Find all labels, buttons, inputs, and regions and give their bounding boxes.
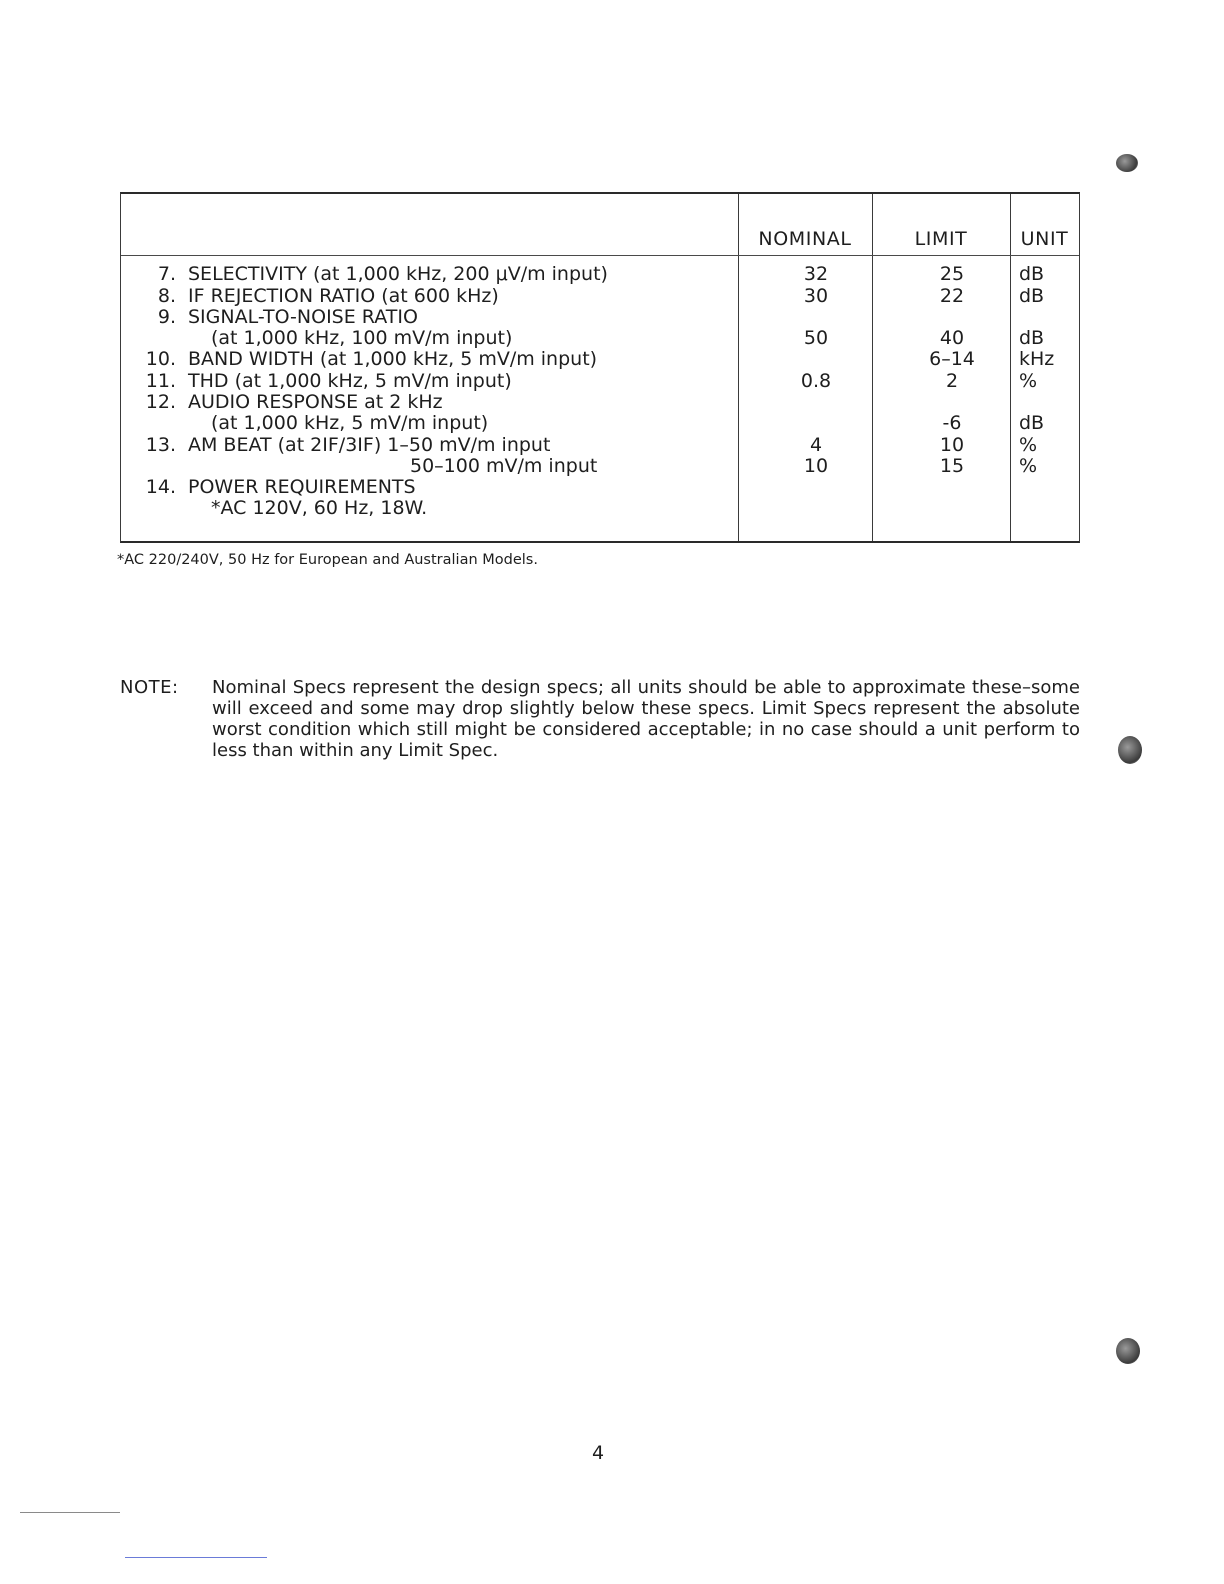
row-number: 7. [157, 263, 176, 285]
row-number: 12. [145, 391, 176, 413]
row-nominal: 0.8 [800, 370, 832, 392]
row-label: (at 1,000 kHz, 5 mV/m input) [211, 412, 489, 434]
note-text: Nominal Specs represent the design specs; all units should be able to approximate these–some will exceed and some may drop slightly below these specs. Limit Specs represent the absolute worst condition which still might be considered acceptable; in no case should a unit perform to less than within any Limit Spec. [212, 677, 1080, 761]
table-row [121, 413, 1079, 434]
row-label: 50–100 mV/m input [410, 455, 598, 477]
header-unit: UNIT [1020, 228, 1069, 250]
note-label: NOTE: [120, 677, 179, 698]
table-row [121, 286, 1079, 307]
table-row [121, 456, 1079, 477]
row-label: AUDIO RESPONSE at 2 kHz [188, 391, 443, 413]
row-unit: dB [1019, 263, 1045, 285]
footnote: *AC 220/240V, 50 Hz for European and Australian Models. [117, 552, 538, 568]
row-label: IF REJECTION RATIO (at 600 kHz) [188, 285, 499, 307]
table-row [121, 392, 1079, 413]
table-row [121, 477, 1079, 498]
scan-artifact-line [20, 1512, 120, 1513]
page-number: 4 [592, 1442, 605, 1464]
row-unit: kHz [1019, 348, 1055, 370]
row-limit: -6 [942, 412, 962, 434]
row-limit: 2 [945, 370, 959, 392]
row-label: *AC 120V, 60 Hz, 18W. [211, 497, 428, 519]
row-unit: % [1019, 434, 1038, 456]
row-label: (at 1,000 kHz, 100 mV/m input) [211, 327, 513, 349]
row-number: 14. [145, 476, 176, 498]
table-row [121, 307, 1079, 328]
header-divider [121, 255, 1079, 256]
spec-table [120, 192, 1080, 543]
table-row [121, 371, 1079, 392]
row-number: 11. [145, 370, 176, 392]
row-label: POWER REQUIREMENTS [188, 476, 416, 498]
row-nominal: 30 [803, 285, 829, 307]
scan-artifact-blue-line [125, 1557, 267, 1558]
header-nominal: NOMINAL [758, 228, 852, 250]
table-row [121, 498, 1079, 519]
row-limit: 40 [939, 327, 965, 349]
table-row [121, 435, 1079, 456]
row-label: SIGNAL-TO-NOISE RATIO [188, 306, 418, 328]
row-unit: dB [1019, 327, 1045, 349]
punch-hole-mark-top [1116, 154, 1138, 172]
row-unit: % [1019, 455, 1038, 477]
row-nominal: 32 [803, 263, 829, 285]
row-unit: dB [1019, 285, 1045, 307]
row-limit: 25 [939, 263, 965, 285]
row-label: SELECTIVITY (at 1,000 kHz, 200 μV/m input) [188, 263, 608, 285]
row-nominal: 4 [809, 434, 823, 456]
row-number: 13. [145, 434, 176, 456]
punch-hole-mark-bottom [1116, 1338, 1140, 1364]
row-limit: 10 [939, 434, 965, 456]
row-limit: 22 [939, 285, 965, 307]
table-row [121, 264, 1079, 285]
table-row [121, 328, 1079, 349]
row-unit: % [1019, 370, 1038, 392]
row-label: THD (at 1,000 kHz, 5 mV/m input) [188, 370, 512, 392]
row-label: AM BEAT (at 2IF/3IF) 1–50 mV/m input [188, 434, 551, 456]
punch-hole-mark-middle [1118, 736, 1142, 764]
row-limit: 6–14 [929, 348, 975, 370]
header-limit: LIMIT [914, 228, 968, 250]
row-nominal: 50 [803, 327, 829, 349]
row-nominal: 10 [803, 455, 829, 477]
row-number: 10. [145, 348, 176, 370]
row-label: BAND WIDTH (at 1,000 kHz, 5 mV/m input) [188, 348, 598, 370]
row-number: 8. [157, 285, 176, 307]
row-number: 9. [157, 306, 176, 328]
table-row [121, 349, 1079, 370]
row-unit: dB [1019, 412, 1045, 434]
row-limit: 15 [939, 455, 965, 477]
